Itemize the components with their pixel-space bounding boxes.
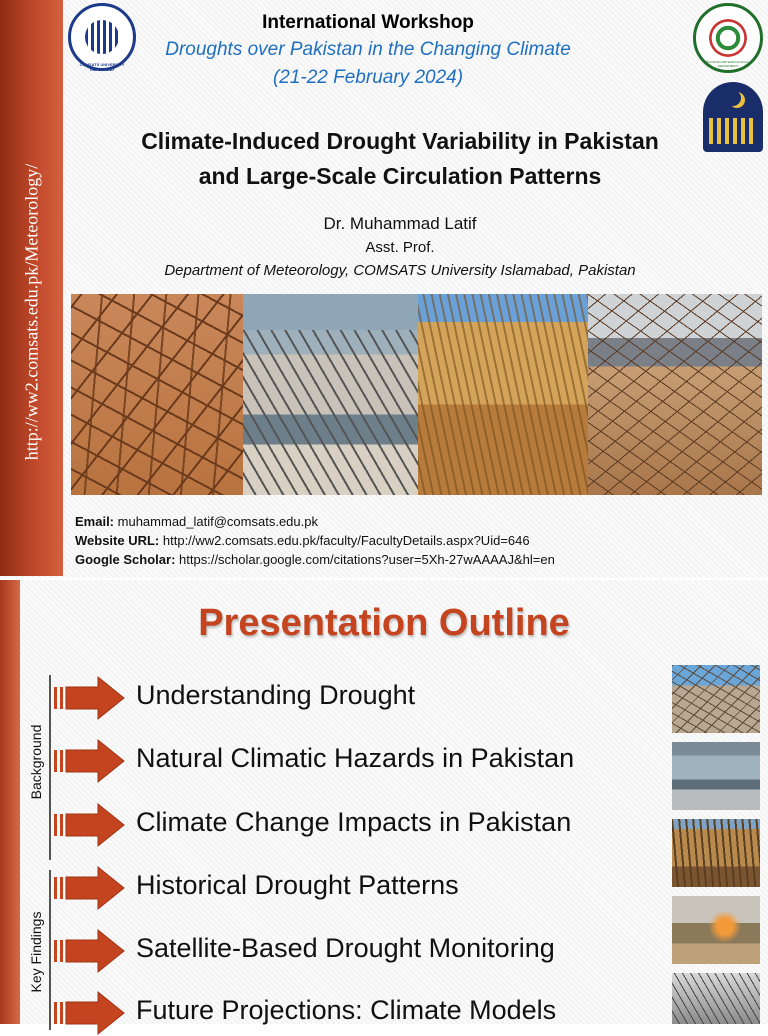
sidebar-band: [0, 0, 63, 576]
comsats-logo-text: COMSATS UNIVERSITY ISLAMABAD: [79, 62, 125, 72]
workshop-title: International Workshop: [262, 12, 474, 33]
arrow-right-icon: [52, 802, 126, 848]
historical-photo-thumbnail: [672, 973, 760, 1024]
outline-side-band: [0, 580, 20, 1024]
talk-title-line2: and Large-Scale Circulation Patterns: [198, 163, 602, 189]
outline-item-text: Climate Change Impacts in Pakistan: [136, 807, 572, 837]
email-link[interactable]: muhammad_latif@comsats.edu.pk: [117, 514, 318, 529]
website-link[interactable]: http://ww2.comsats.edu.pk/faculty/FacultyDetails.aspx?Uid=646: [162, 533, 530, 548]
workshop-dates: (21-22 February 2024): [272, 67, 464, 88]
author-department: Department of Meteorology, COMSATS University Islamabad, Pakistan: [164, 262, 636, 279]
cracked-lakebed-thumbnail: [672, 665, 760, 733]
scholar-line: [75, 550, 555, 569]
outline-item: [52, 738, 652, 784]
outline-item: [52, 675, 652, 721]
email-line: [75, 512, 555, 531]
outline-item-text: Historical Drought Patterns: [136, 870, 459, 900]
sidebar-url[interactable]: http://ww2.comsats.edu.pk/Meteorology/: [21, 163, 42, 461]
section-label-key-findings: Key Findings: [28, 911, 44, 993]
outline-item: [52, 990, 652, 1036]
dry-reservoir-thumbnail: [672, 742, 760, 810]
website-label: Website URL:: [75, 533, 160, 548]
withered-crops-photo: [418, 294, 588, 495]
outline-item: [52, 802, 652, 848]
author-name: Dr. Muhammad Latif: [323, 214, 477, 233]
outline-item-text: Understanding Drought: [136, 680, 416, 710]
outline-item-text: Satellite-Based Drought Monitoring: [136, 933, 555, 963]
city-drought-photo: [588, 294, 762, 495]
arrow-right-icon: [52, 928, 126, 974]
outline-item-text: Natural Climatic Hazards in Pakistan: [136, 743, 575, 773]
outline-slide: [0, 580, 768, 1024]
pmd-logo: [693, 3, 763, 73]
outline-item: [52, 865, 652, 911]
pmd-logo-text: PAKISTAN METEOROLOGICAL DEPARTMENT: [706, 60, 750, 68]
email-label: Email:: [75, 514, 115, 529]
outline-title: Presentation Outline: [198, 602, 570, 644]
website-line: [75, 531, 555, 550]
arrow-right-icon: [52, 865, 126, 911]
talk-title-line1: Climate-Induced Drought Variability in Pakistan: [141, 128, 659, 154]
outline-item: [52, 928, 652, 974]
scholar-link[interactable]: https://scholar.google.com/citations?user=5Xh-27wAAAAJ&hl=en: [179, 552, 555, 567]
workshop-subtitle: Droughts over Pakistan in the Changing Climate: [165, 39, 571, 60]
dried-crops-thumbnail: [672, 819, 760, 887]
contact-block: [75, 512, 555, 569]
arrow-right-icon: [52, 675, 126, 721]
scholar-label: Google Scholar:: [75, 552, 176, 567]
university-crest-logo: [703, 82, 763, 152]
author-position: Asst. Prof.: [365, 239, 435, 256]
dry-riverbed-bridge-photo: [243, 294, 418, 495]
arrow-right-icon: [52, 738, 126, 784]
wildfire-thumbnail: [672, 896, 760, 964]
cracked-earth-photo: [71, 294, 243, 495]
outline-item-text: Future Projections: Climate Models: [136, 995, 557, 1025]
section-label-background: Background: [28, 724, 44, 800]
arrow-right-icon: [52, 990, 126, 1036]
